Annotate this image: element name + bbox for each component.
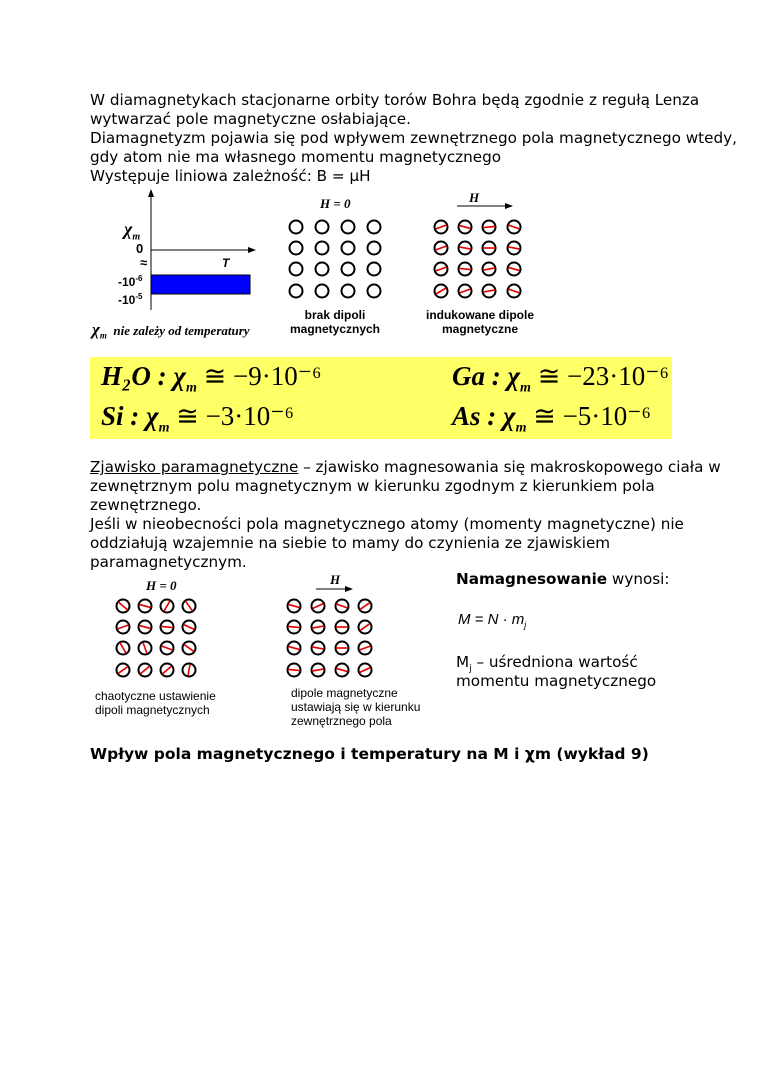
tick-label: $-10^{-6}$	[118, 274, 143, 289]
axis-break: ≈	[140, 255, 148, 270]
example-si: Si : $\chi_m$ ≅ −3·10⁻⁶	[101, 401, 294, 436]
atom-circle	[316, 285, 329, 298]
grid-caption: chaotyczne ustawienie dipoli magnetycznych	[95, 689, 216, 717]
grid-caption: dipole magnetyczne ustawiają się w kierunku zewnętrznego pola	[291, 686, 421, 728]
intro-line: gdy atom nie ma własnego momentu magnetycznego	[90, 148, 502, 166]
para-term: Zjawisko paramagnetyczne	[90, 458, 299, 476]
susceptibility-band	[151, 275, 250, 294]
tick-label: $-10^{-5}$	[118, 292, 143, 307]
para-line: oddziałują wzajemnie na siebie to mamy do czynienia ze zjawiskiem	[90, 534, 611, 552]
atom-circle	[368, 242, 381, 255]
atom-circle	[342, 242, 355, 255]
para-line: Zjawisko paramagnetyczne – zjawisko magnesowania się makroskopowego ciała w	[90, 458, 721, 476]
atom-circle	[290, 221, 303, 234]
grid-caption: indukowane dipole magnetyczne	[425, 308, 534, 336]
para-line: zewnętrznego.	[90, 496, 202, 514]
example-h2o: H₂O : $\chi_m$ ≅ −9·10⁻⁶	[101, 361, 322, 396]
atom-circle	[342, 263, 355, 276]
zero-label: 0	[136, 241, 144, 256]
atom-circle	[316, 221, 329, 234]
dipole-moment	[288, 669, 300, 670]
mj-description: $M_j$ – uśredniona wartość	[456, 653, 638, 675]
chi-label: $\chi_m$	[124, 219, 141, 243]
figure-caption: $\chi_m$ nie zależy od temperatury	[92, 320, 250, 341]
atom-circle	[316, 263, 329, 276]
magnetization-label: Namagnesowanie wynosi:	[456, 570, 670, 588]
atom-circle	[316, 242, 329, 255]
example-ga: Ga : $\chi_m$ ≅ −23·10⁻⁶	[452, 361, 669, 396]
atom-circle	[368, 285, 381, 298]
dipole-moment	[161, 626, 173, 627]
atom-circle	[290, 242, 303, 255]
atom-circle	[342, 285, 355, 298]
atom-circle	[368, 263, 381, 276]
intro-line: Diamagnetyzm pojawia się pod wpływem zewnętrznego pola magnetycznego wtedy,	[90, 129, 737, 147]
dipole-moment	[459, 268, 471, 269]
intro-line: Występuje liniowa zależność: B = μH	[90, 167, 371, 185]
grid-title: H = 0	[146, 578, 177, 593]
grid-title: H	[469, 190, 480, 205]
para-line: Jeśli w nieobecności pola magnetycznego atomy (momenty magnetyczne) nie	[90, 515, 684, 533]
atom-circle	[342, 221, 355, 234]
para-line: paramagnetycznym.	[90, 553, 247, 571]
dipole-moment	[288, 626, 300, 627]
intro-line: W diamagnetykach stacjonarne orbity torów Bohra będą zgodnie z regułą Lenza	[90, 91, 700, 109]
atom-circle	[290, 285, 303, 298]
magnetization-formula: $M = N \cdot m_j$	[458, 611, 527, 630]
intro-line: wytwarzać pole magnetyczne osłabiające.	[90, 110, 411, 128]
grid-caption: brak dipoli magnetycznych	[289, 308, 381, 336]
atom-circle	[290, 263, 303, 276]
example-as: As : $\chi_m$ ≅ −5·10⁻⁶	[452, 401, 651, 436]
section-heading: Wpływ pola magnetycznego i temperatury na M i χm (wykład 9)	[90, 745, 649, 763]
t-label: T	[222, 256, 230, 270]
grid-title: H	[330, 572, 341, 587]
atom-circle	[368, 221, 381, 234]
dipole-moment	[483, 226, 495, 227]
para-line: zewnętrznym polu magnetycznym w kierunku zgodnym z kierunkiem pola	[90, 477, 655, 495]
mj-description-line2: momentu magnetycznego	[456, 672, 657, 690]
grid-title: H = 0	[320, 196, 351, 211]
